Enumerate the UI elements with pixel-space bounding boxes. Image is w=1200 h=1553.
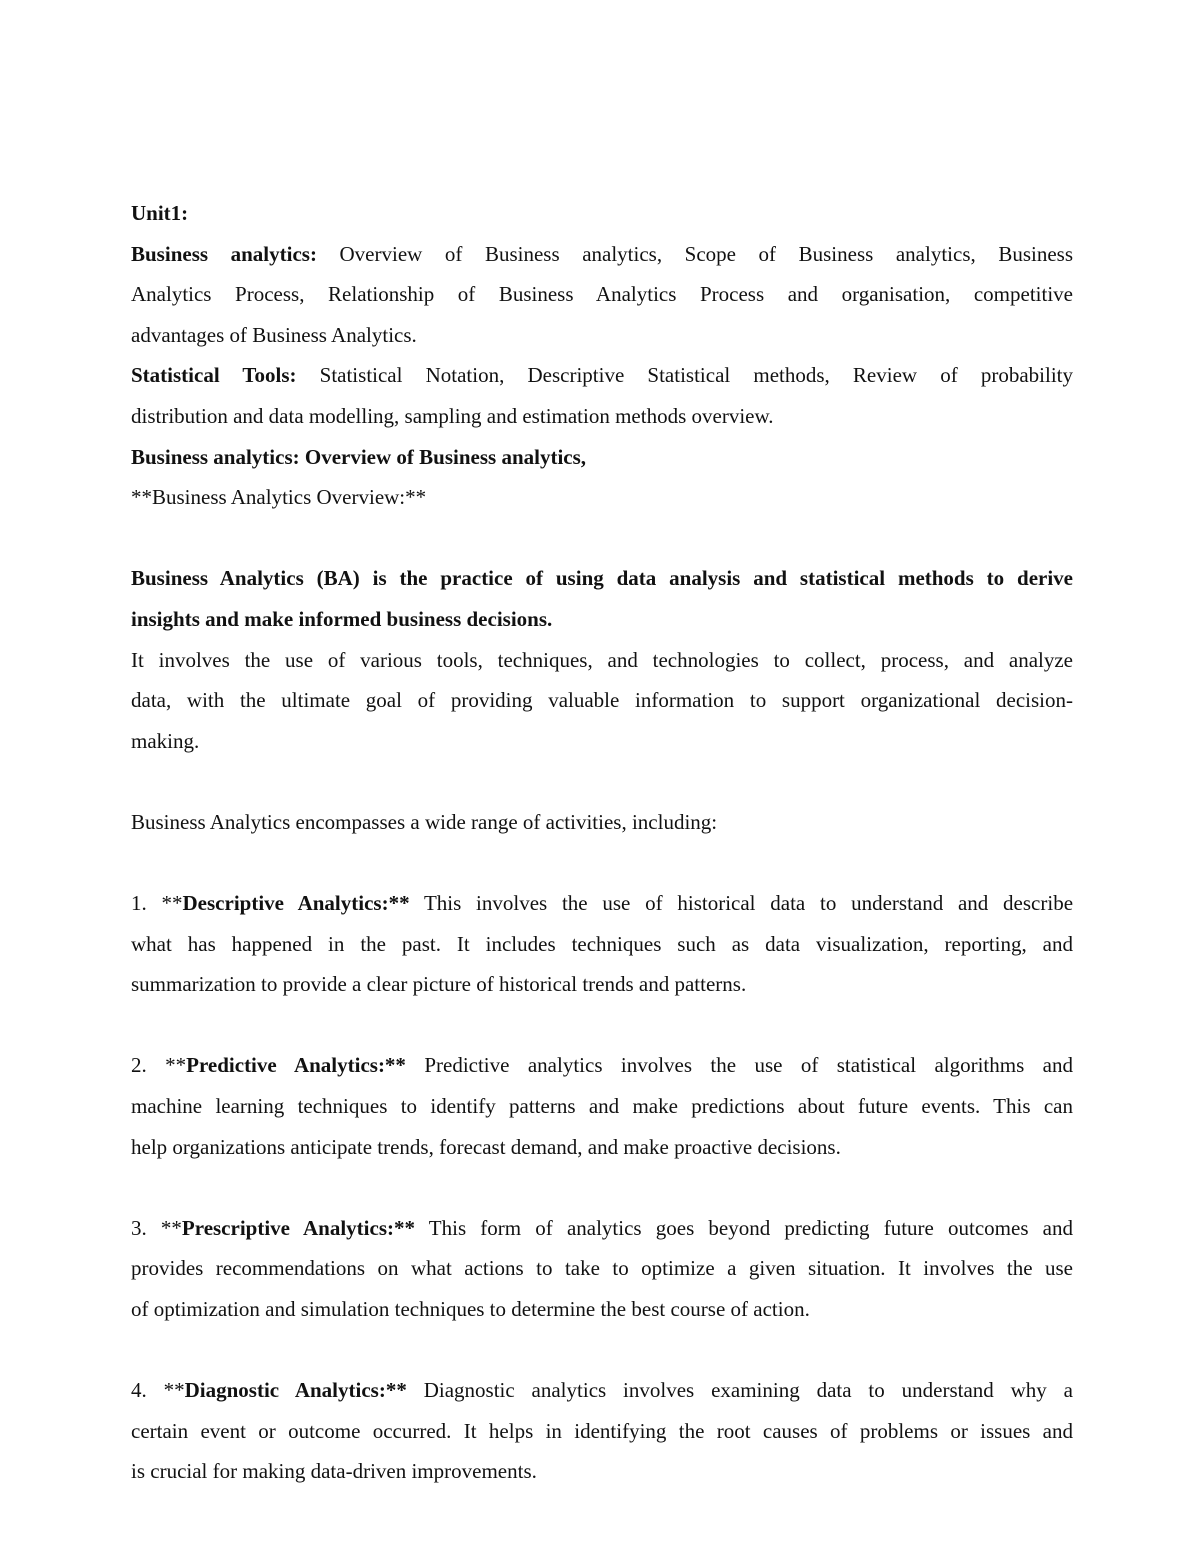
- syllabus-business-analytics-line-3: advantages of Business Analytics.: [131, 322, 417, 347]
- syllabus-statistical-tools-line-2: distribution and data modelling, sampling and estimation methods overview.: [131, 403, 774, 428]
- list-item-descriptive-line-2: what has happened in the past. It includes techniques such as data visualization, reporting, and: [131, 931, 1073, 956]
- list-item-descriptive-line-3: summarization to provide a clear picture of historical trends and patterns.: [131, 972, 747, 997]
- list-item-predictive-line-2: machine learning techniques to identify patterns and make predictions about future events. This can: [131, 1094, 1073, 1119]
- encompasses-text: Business Analytics encompasses a wide range of activities, including:: [131, 809, 718, 834]
- involves-line-1: It involves the use of various tools, techniques, and technologies to collect, process, and analyze: [131, 647, 1073, 672]
- syllabus-statistical-tools-line-1: Statistical Tools: Statistical Notation, Descriptive Statistical methods, Review of probability: [131, 363, 1073, 388]
- definition-line-2: insights and make informed business decisions.: [131, 606, 553, 631]
- list-item-prescriptive-line-1: 3. **Prescriptive Analytics:** This form of analytics goes beyond predicting future outcomes and: [131, 1215, 1073, 1240]
- list-item-diagnostic-line-2: certain event or outcome occurred. It helps in identifying the root causes of problems or issues and: [131, 1418, 1073, 1443]
- unit-heading: Unit1:: [131, 201, 189, 225]
- list-item-prescriptive-line-2: provides recommendations on what actions to take to optimize a given situation. It involves the use: [131, 1256, 1073, 1281]
- statistical-tools-label: Statistical Tools:: [131, 363, 297, 388]
- syllabus-business-analytics-line-2: Analytics Process, Relationship of Business Analytics Process and organisation, competitive: [131, 282, 1073, 307]
- list-item-diagnostic-line-3: is crucial for making data-driven improvements.: [131, 1459, 537, 1484]
- business-analytics-label: Business analytics:: [131, 241, 317, 266]
- syllabus-business-analytics-line-1: Business analytics: Overview of Business analytics, Scope of Business analytics, Business: [131, 241, 1073, 266]
- overview-heading: **Business Analytics Overview:**: [131, 485, 427, 510]
- definition-line-1: Business Analytics (BA) is the practice of using data analysis and statistical methods to derive: [131, 566, 1073, 591]
- list-item-diagnostic-line-1: 4. **Diagnostic Analytics:** Diagnostic analytics involves examining data to understand why a: [131, 1378, 1073, 1403]
- list-item-predictive-line-3: help organizations anticipate trends, forecast demand, and make proactive decisions.: [131, 1134, 841, 1159]
- list-item-predictive-line-1: 2. **Predictive Analytics:** Predictive analytics involves the use of statistical algorithms and: [131, 1053, 1073, 1078]
- list-item-descriptive-line-1: 1. **Descriptive Analytics:** This involves the use of historical data to understand and describe: [131, 891, 1073, 916]
- involves-line-2: data, with the ultimate goal of providing valuable information to support organizational decision-: [131, 688, 1073, 713]
- section-heading: Business analytics: Overview of Business analytics,: [131, 444, 587, 469]
- involves-line-3: making.: [131, 728, 200, 753]
- document-body: [131, 193, 1073, 1492]
- list-item-prescriptive-line-3: of optimization and simulation techniques to determine the best course of action.: [131, 1297, 810, 1322]
